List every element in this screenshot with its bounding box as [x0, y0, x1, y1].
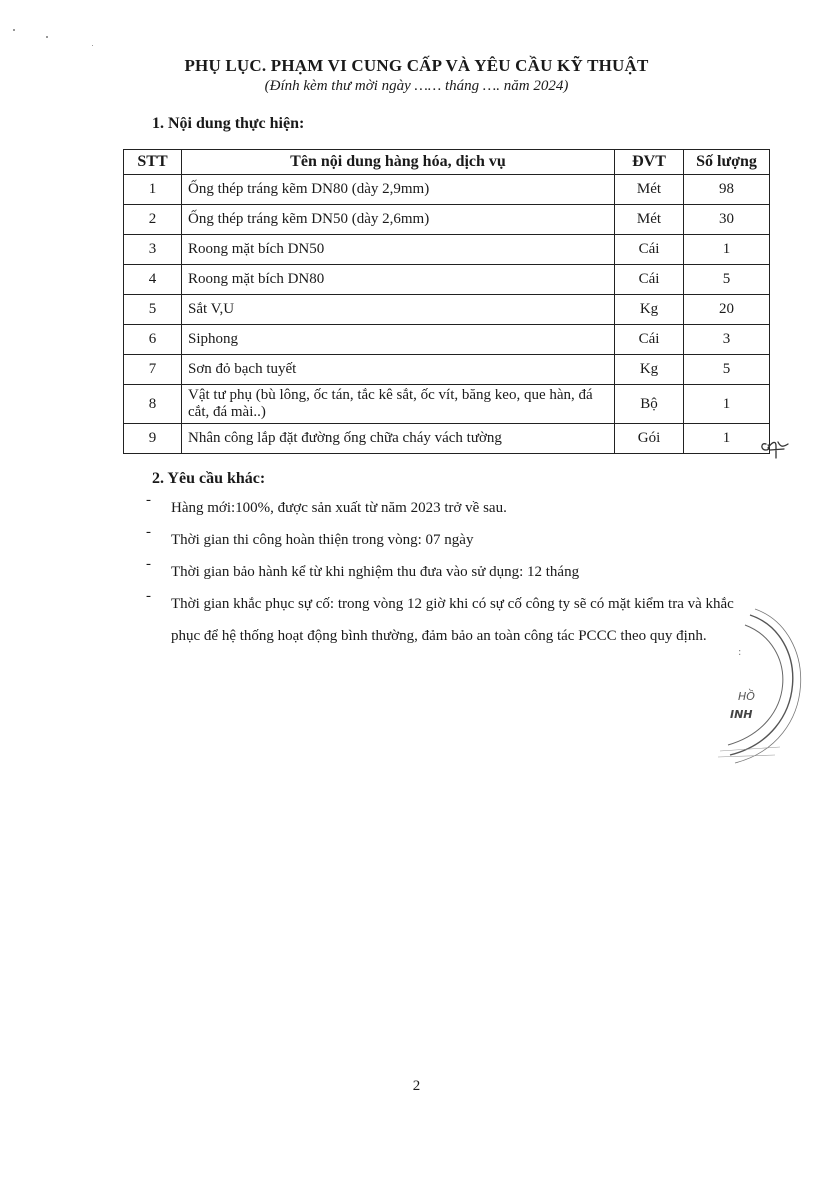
document-title: PHỤ LỤC. PHẠM VI CUNG CẤP VÀ YÊU CẦU KỸ THUẬT: [184, 56, 649, 75]
cell-stt: 9: [124, 424, 182, 454]
scan-speck: [13, 29, 15, 31]
cell-quantity: 5: [684, 355, 770, 385]
cell-quantity: 30: [684, 205, 770, 235]
table-row: [124, 385, 770, 424]
table-row: [124, 265, 770, 295]
table-row: [124, 295, 770, 325]
stamp-fragment-text: HỒ: [738, 690, 755, 703]
cell-quantity: 20: [684, 295, 770, 325]
section-2-heading: 2. Yêu cầu khác:: [152, 470, 266, 487]
svg-text::: :: [738, 647, 742, 658]
cell-quantity: 98: [684, 175, 770, 205]
scan-speck: [46, 36, 48, 38]
header-unit: ĐVT: [615, 150, 684, 175]
requirement-text: Hàng mới:100%, được sản xuất từ năm 2023 trở về sau.: [171, 500, 507, 516]
cell-quantity: 5: [684, 265, 770, 295]
cell-name: Ống thép tráng kẽm DN50 (dày 2,6mm): [182, 205, 615, 235]
table-row: [124, 424, 770, 454]
table-header-row: [124, 150, 770, 175]
requirement-item: [140, 588, 740, 652]
cell-stt: 6: [124, 325, 182, 355]
table-row: [124, 355, 770, 385]
cell-unit: Mét: [615, 175, 684, 205]
cell-stt: 4: [124, 265, 182, 295]
cell-stt: 1: [124, 175, 182, 205]
cell-quantity: 3: [684, 325, 770, 355]
cell-quantity: 1: [684, 385, 770, 424]
cell-unit: Cái: [615, 325, 684, 355]
cell-unit: Mét: [615, 205, 684, 235]
cell-unit: Gói: [615, 424, 684, 454]
header-stt: STT: [124, 150, 182, 175]
dash-bullet: -: [146, 524, 151, 540]
cell-stt: 5: [124, 295, 182, 325]
document-subtitle: (Đính kèm thư mời ngày …… tháng …. năm 2024): [264, 78, 569, 94]
header-quantity: Số lượng: [684, 150, 770, 175]
cell-stt: 2: [124, 205, 182, 235]
table-row: [124, 325, 770, 355]
requirement-item: [140, 524, 740, 556]
cell-name: Ống thép tráng kẽm DN80 (dày 2,9mm): [182, 175, 615, 205]
scan-speck: [92, 45, 93, 46]
company-stamp-icon: [700, 605, 810, 765]
signature-initials-icon: [758, 436, 800, 462]
dash-bullet: -: [146, 556, 151, 572]
table-row: [124, 175, 770, 205]
cell-name: Sắt V,U: [182, 295, 615, 325]
cell-name: Vật tư phụ (bù lông, ốc tán, tắc kê sắt, ốc vít, băng keo, que hàn, đá cắt, đá mài..): [182, 385, 615, 424]
cell-stt: 3: [124, 235, 182, 265]
cell-name: Siphong: [182, 325, 615, 355]
page-number: 2: [412, 1078, 421, 1094]
requirement-item: [140, 556, 740, 588]
cell-name: Sơn đỏ bạch tuyết: [182, 355, 615, 385]
requirement-item: [140, 492, 740, 524]
requirements-list: [140, 492, 740, 652]
table-row: [124, 205, 770, 235]
header-name: Tên nội dung hàng hóa, dịch vụ: [182, 150, 615, 175]
cell-stt: 8: [124, 385, 182, 424]
cell-unit: Kg: [615, 295, 684, 325]
requirement-text: Thời gian khắc phục sự cố: trong vòng 12 giờ khi có sự cố công ty sẽ có mặt kiểm tra và khắc phục để hệ thống hoạt động bình thường, đảm bảo an toàn công tác PCCC theo quy định.: [171, 596, 734, 644]
dash-bullet: -: [146, 588, 151, 604]
cell-unit: Bộ: [615, 385, 684, 424]
requirement-text: Thời gian bảo hành kể từ khi nghiệm thu đưa vào sử dụng: 12 tháng: [171, 564, 580, 580]
table-row: [124, 235, 770, 265]
section-1-heading: 1. Nội dung thực hiện:: [152, 115, 305, 132]
cell-quantity: 1: [684, 424, 770, 454]
dash-bullet: -: [146, 492, 151, 508]
cell-name: Roong mặt bích DN80: [182, 265, 615, 295]
cell-name: Roong mặt bích DN50: [182, 235, 615, 265]
stamp-fragment-text: INH: [730, 708, 753, 721]
cell-unit: Cái: [615, 265, 684, 295]
cell-name: Nhân công lắp đặt đường ống chữa cháy vách tường: [182, 424, 615, 454]
cell-unit: Cái: [615, 235, 684, 265]
requirement-text: Thời gian thi công hoàn thiện trong vòng: 07 ngày: [171, 532, 474, 548]
cell-stt: 7: [124, 355, 182, 385]
goods-table: [123, 149, 770, 454]
cell-unit: Kg: [615, 355, 684, 385]
cell-quantity: 1: [684, 235, 770, 265]
